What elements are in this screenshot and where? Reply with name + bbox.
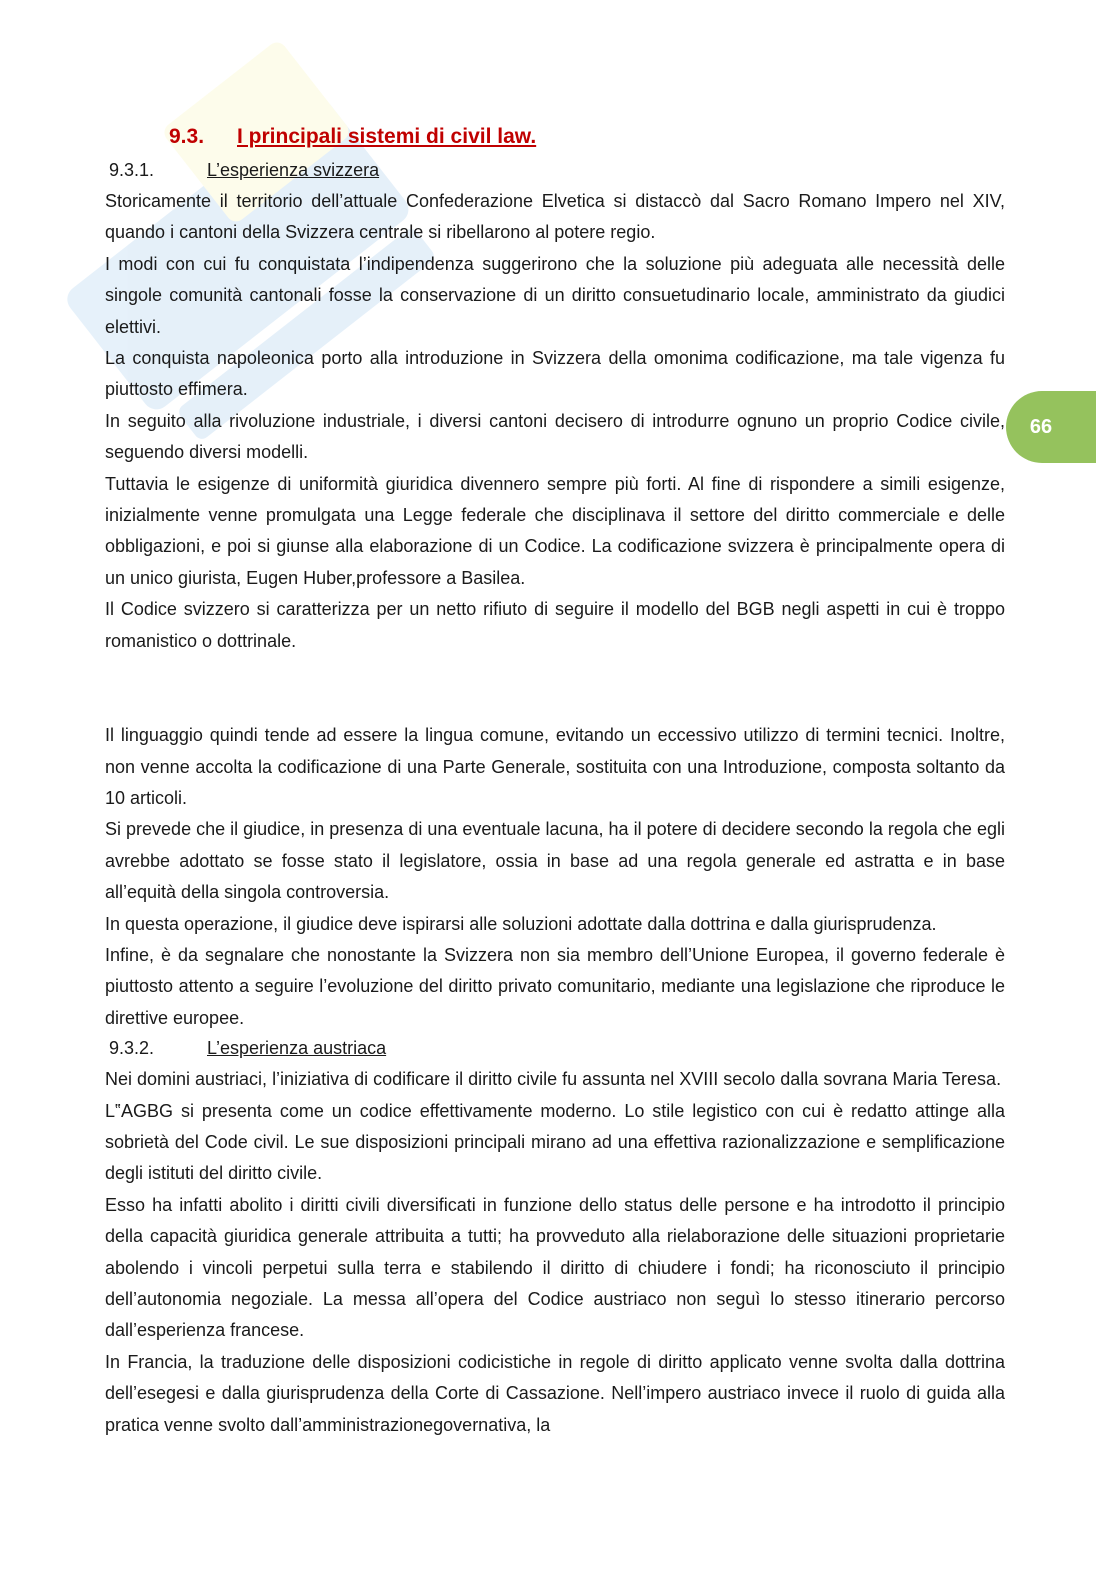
paragraph: Il linguaggio quindi tende ad essere la lingua comune, evitando un eccessivo utilizzo di termini tecnici. Inoltre, non venne accolta la codificazione di una Parte Generale, sostituita con una Introduzione, composta soltanto da 10 articoli. [105, 725, 1005, 808]
paragraph: La conquista napoleonica porto alla introduzione in Svizzera della omonima codificazione, ma tale vigenza fu piuttosto effimera. [105, 348, 1005, 400]
subsection-number: 9.3.1. [109, 160, 155, 180]
paragraph: Si prevede che il giudice, in presenza di una eventuale lacuna, ha il potere di decidere secondo la regola che egli avrebbe adottato se fosse stato il legislatore, ossia in base ad una regola generale ed astratta e in base all’equità della singola controversia. [105, 819, 1005, 903]
page-number: 66 [1029, 415, 1053, 438]
subsection-heading-swiss [109, 156, 1005, 184]
document-body [105, 122, 1005, 1441]
blank-space [105, 657, 1005, 720]
subsection-number: 9.3.2. [109, 1038, 155, 1059]
subsection-title: L’esperienza svizzera [207, 160, 380, 180]
paragraph: Infine, è da segnalare che nonostante la Svizzera non sia membro dell’Unione Europea, il governo federale è piuttosto attento a seguire l’evoluzione del diritto privato comunitario, mediante una legislazione che riproduce le direttive europee. [105, 944, 1005, 1028]
paragraph: Nei domini austriaci, l’iniziativa di codificare il diritto civile fu assunta nel XVIII secolo dalla sovrana Maria Teresa. [105, 1069, 1002, 1090]
subsection-heading-austrian [109, 1034, 1005, 1062]
paragraph: L‟AGBG si presenta come un codice effettivamente moderno. Lo stile legistico con cui è redatto attinge alla sobrietà del Code civil. Le sue disposizioni principali mirano ad una effettiva razionalizzazione e semplificazione degli istituti del diritto civile. [105, 1100, 1005, 1184]
paragraph: In seguito alla rivoluzione industriale, i diversi cantoni decisero di introdurre ognuno un proprio Codice civile, seguendo diversi modelli. [105, 410, 1005, 463]
paragraph: Il Codice svizzero si caratterizza per un netto rifiuto di seguire il modello del BGB negli aspetti in cui è troppo romanistico o dottrinale. [105, 599, 1005, 651]
section-title: I principali sistemi di civil law. [237, 125, 537, 148]
section-heading [169, 122, 1005, 152]
paragraph: In Francia, la traduzione delle disposizioni codicistiche in regole di diritto applicato venne svolta dalla dottrina dell’esegesi e dalla giurisprudenza della Corte di Cassazione. Nell’impero austriaco invece il ruolo di guida alla pratica venne svolto dall’amministrazionegovernativa, la [105, 1351, 1005, 1435]
paragraph: I modi con cui fu conquistata l’indipendenza suggerirono che la soluzione più adeguata alle necessità delle singole comunità cantonali fosse la conservazione di un diritto consuetudinario locale, amministrato da giudici elettivi. [105, 253, 1005, 337]
page-number-badge [1006, 391, 1096, 463]
section-number: 9.3. [169, 125, 205, 148]
paragraph: Storicamente il territorio dell’attuale Confederazione Elvetica si distaccò dal Sacro Romano Impero nel XIV, quando i cantoni della Svizzera centrale si ribellarono al potere regio. [105, 191, 1005, 243]
subsection-title: L’esperienza austriaca [207, 1038, 387, 1059]
paragraph: Tuttavia le esigenze di uniformità giuridica divennero sempre più forti. Al fine di rispondere a simili esigenze, inizialmente venne promulgata una Legge federale che disciplinava il settore del diritto commerciale e delle obbligazioni, e poi si giunse alla elaborazione di un Codice. La codificazione svizzera è principalmente opera di un unico giurista, Eugen Huber,professore a Basilea. [105, 473, 1005, 588]
paragraph: In questa operazione, il giudice deve ispirarsi alle soluzioni adottate dalla dottrina e dalla giurisprudenza. [105, 913, 937, 934]
paragraph: Esso ha infatti abolito i diritti civili diversificati in funzione dello status delle persone e ha introdotto il principio della capacità giuridica generale attribuita a tutti; ha provveduto alla rielaborazione delle situazioni proprietarie abolendo i vincoli perpetui sulla terra e stabilendo il diritto di chiudere i fondi; ha riconosciuto il principio dell’autonomia negoziale. La messa all’opera del Codice austriaco non seguì lo stesso itinerario percorso dall’esperienza francese. [105, 1194, 1005, 1341]
